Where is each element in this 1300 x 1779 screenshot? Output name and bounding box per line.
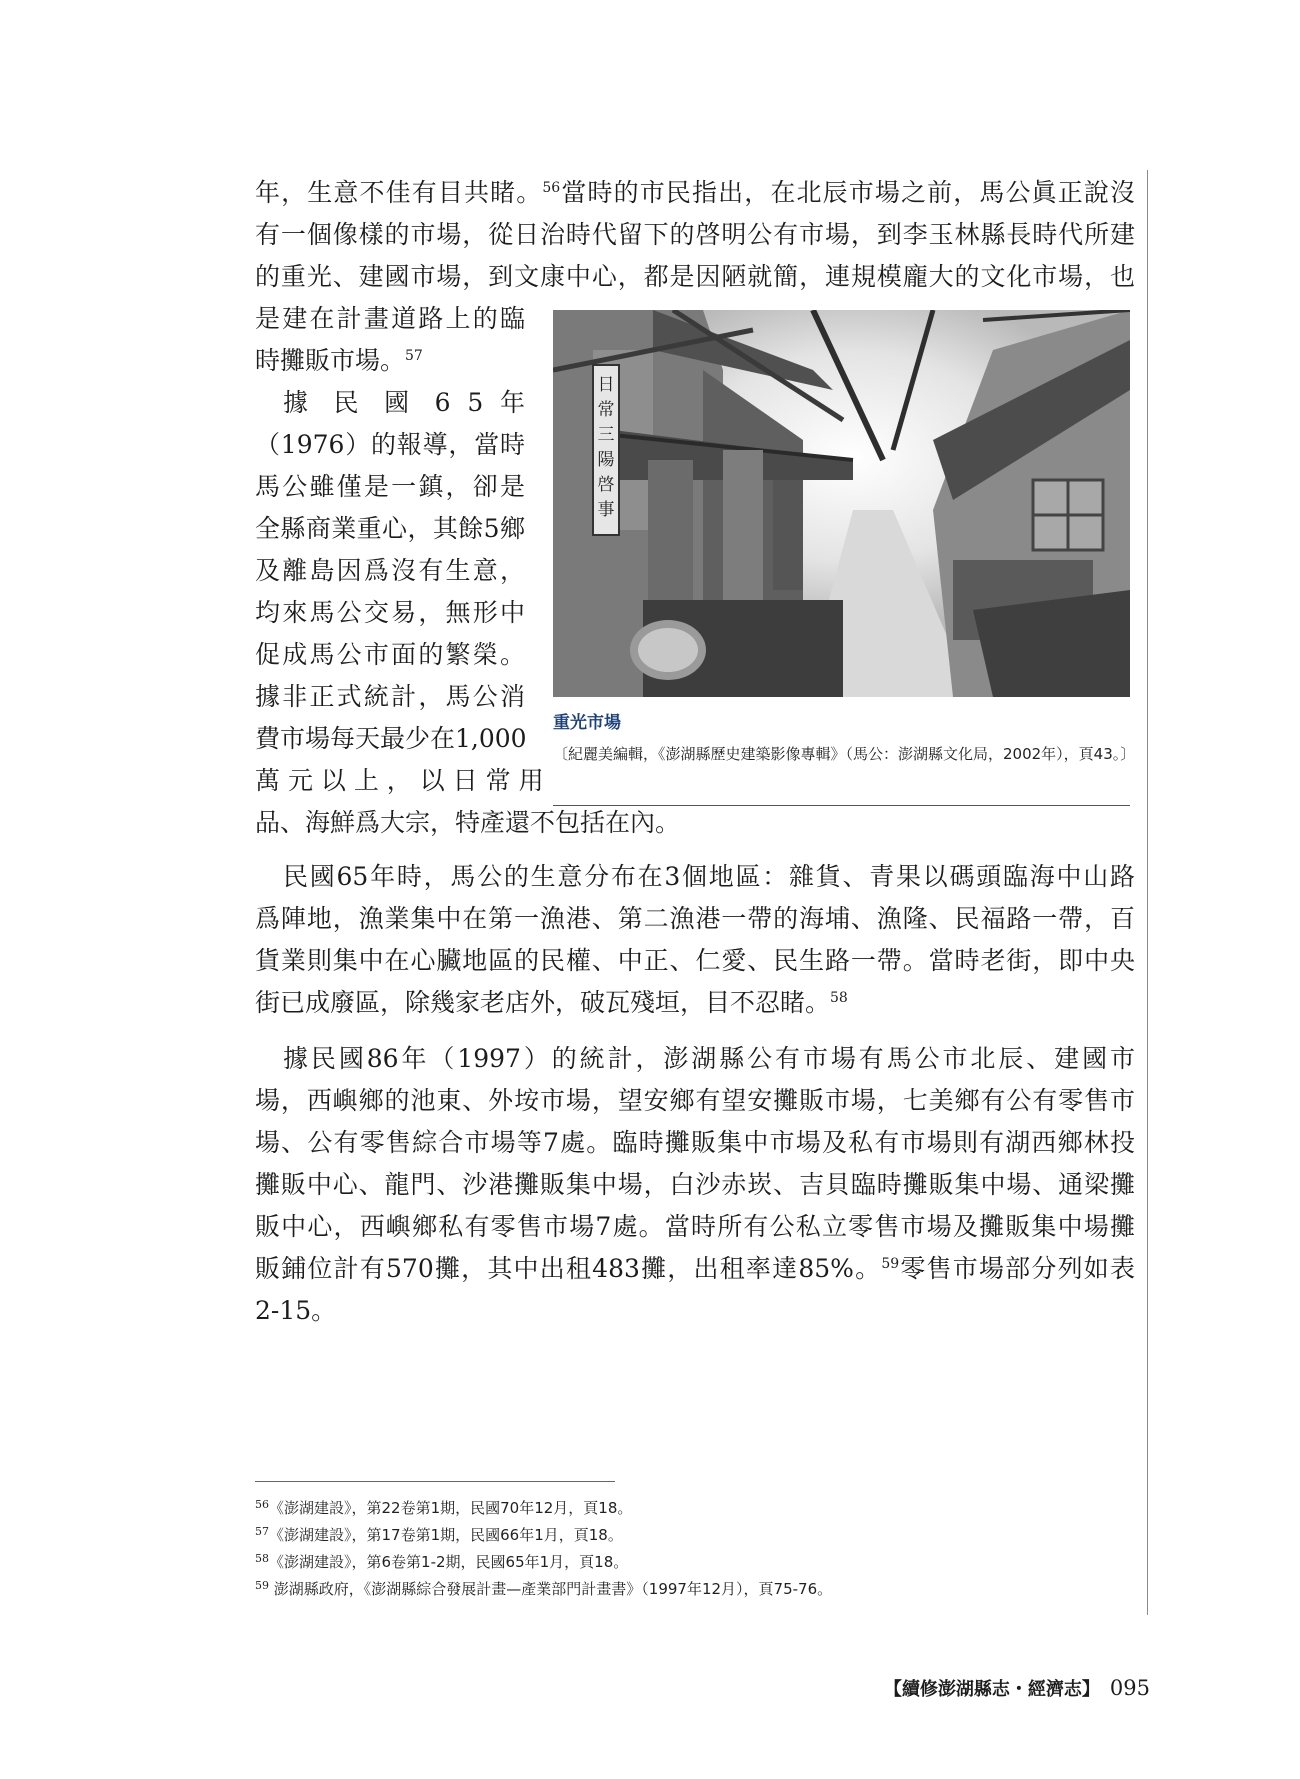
text-line: 爲陣地，漁業集中在第一漁港、第二漁港一帶的海埔、漁隆、民福路一帶，百 bbox=[255, 904, 1135, 933]
photo-sign-char: 日 bbox=[597, 375, 615, 395]
photo-caption-source: 〔紀麗美編輯，《澎湖縣歷史建築影像專輯》（馬公：澎湖縣文化局，2002年），頁43。〕 bbox=[553, 745, 1136, 763]
market-photo-illustration bbox=[553, 310, 1130, 697]
footnote-56: $^{56}$《澎湖建設》，第22卷第1期，民國70年12月，頁18。 bbox=[255, 1498, 633, 1517]
text-line: 販鋪位計有570攤，其中出租483攤，出租率達85%。$^{59}$零售市場部分列如表 bbox=[255, 1254, 1135, 1283]
text-line: 均來馬公交易，無形中 bbox=[255, 598, 525, 627]
text-line: 品、海鮮爲大宗，特產還不包括在內。 bbox=[255, 808, 681, 837]
text-line: 有一個像樣的市場，從日治時代留下的啓明公有市場，到李玉林縣長時代所建 bbox=[255, 220, 1135, 249]
photo-sign-char: 啓 bbox=[597, 475, 615, 495]
text-line: 據 民 國 6 5 年 bbox=[283, 388, 525, 417]
text-line: 場、公有零售綜合市場等7處。臨時攤販集中市場及私有市場則有湖西鄉林投 bbox=[255, 1128, 1135, 1157]
text-line: 攤販中心、龍門、沙港攤販集中場，白沙赤崁、吉貝臨時攤販集中場、通梁攤 bbox=[255, 1170, 1135, 1199]
text-line: 萬 元 以 上 ， 以 日 常 用 bbox=[255, 766, 544, 795]
text-line: 據非正式統計，馬公消 bbox=[255, 682, 525, 711]
book-title: 【續修澎湖縣志・經濟志】 bbox=[883, 1679, 1100, 1700]
footnote-ref[interactable]: 56 bbox=[542, 180, 561, 196]
footnote-58: $^{58}$《澎湖建設》，第6卷第1-2期，民國65年1月，頁18。 bbox=[255, 1552, 629, 1571]
text-line: 費市場每天最少在1,000 bbox=[255, 724, 527, 753]
text-line: 促成馬公市面的繁榮。 bbox=[255, 640, 525, 669]
photo-sign-char: 三 bbox=[597, 425, 615, 445]
text-line: 時攤販市場。$^{57}$ bbox=[255, 346, 423, 375]
photo-sign-char: 陽 bbox=[597, 450, 615, 470]
text-line: 據民國86年（1997）的統計，澎湖縣公有市場有馬公市北辰、建國市 bbox=[283, 1044, 1135, 1073]
text-line: 民國65年時，馬公的生意分布在3個地區：雜貨、青果以碼頭臨海中山路 bbox=[283, 862, 1135, 891]
footnote-divider bbox=[255, 1481, 615, 1482]
photo-sign-char: 事 bbox=[597, 500, 615, 520]
text-line: 及離島因爲沒有生意， bbox=[255, 556, 525, 585]
text-line: 馬公雖僅是一鎮，卻是 bbox=[255, 472, 525, 501]
text-line: 2-15。 bbox=[255, 1296, 337, 1325]
text-line: 販中心，西嶼鄉私有零售市場7處。當時所有公私立零售市場及攤販集中場攤 bbox=[255, 1212, 1135, 1241]
footnotes bbox=[255, 1495, 1135, 1603]
caption-divider bbox=[553, 805, 1130, 806]
footnote-ref[interactable]: 59 bbox=[881, 1256, 900, 1272]
market-photo bbox=[553, 310, 1130, 697]
text-line: 的重光、建國市場，到文康中心，都是因陋就簡，連規模龐大的文化市場，也 bbox=[255, 262, 1135, 291]
text-line: 街已成廢區，除幾家老店外，破瓦殘垣，目不忍睹。$^{58}$ bbox=[255, 988, 848, 1017]
footnote-57: $^{57}$《澎湖建設》，第17卷第1期，民國66年1月，頁18。 bbox=[255, 1525, 623, 1544]
photo-sign-char: 常 bbox=[597, 400, 615, 420]
footnote-59: $^{59}$ 澎湖縣政府，《澎湖縣綜合發展計畫—產業部門計畫書》（1997年12月），頁75-76。 bbox=[255, 1579, 833, 1598]
text-line: 全縣商業重心，其餘5鄉 bbox=[255, 514, 525, 543]
page-number: 095 bbox=[1109, 1676, 1150, 1700]
text-line: 貨業則集中在心臟地區的民權、中正、仁愛、民生路一帶。當時老街，即中央 bbox=[255, 946, 1135, 975]
text-line: （1976）的報導，當時 bbox=[255, 430, 525, 459]
running-footer bbox=[884, 1675, 1150, 1701]
footnote-ref[interactable]: 58 bbox=[830, 990, 848, 1006]
margin-rule bbox=[1147, 170, 1148, 1615]
footnote-ref[interactable]: 57 bbox=[405, 348, 423, 364]
text-line: 場，西嶼鄉的池東、外垵市場，望安鄉有望安攤販市場，七美鄉有公有零售市 bbox=[255, 1086, 1135, 1115]
text-line: 是建在計畫道路上的臨 bbox=[255, 304, 525, 333]
photo-caption-title: 重光市場 bbox=[553, 713, 621, 733]
text-line: 年，生意不佳有目共睹。$^{56}$當時的市民指出，在北辰市場之前，馬公眞正說沒 bbox=[255, 178, 1135, 207]
